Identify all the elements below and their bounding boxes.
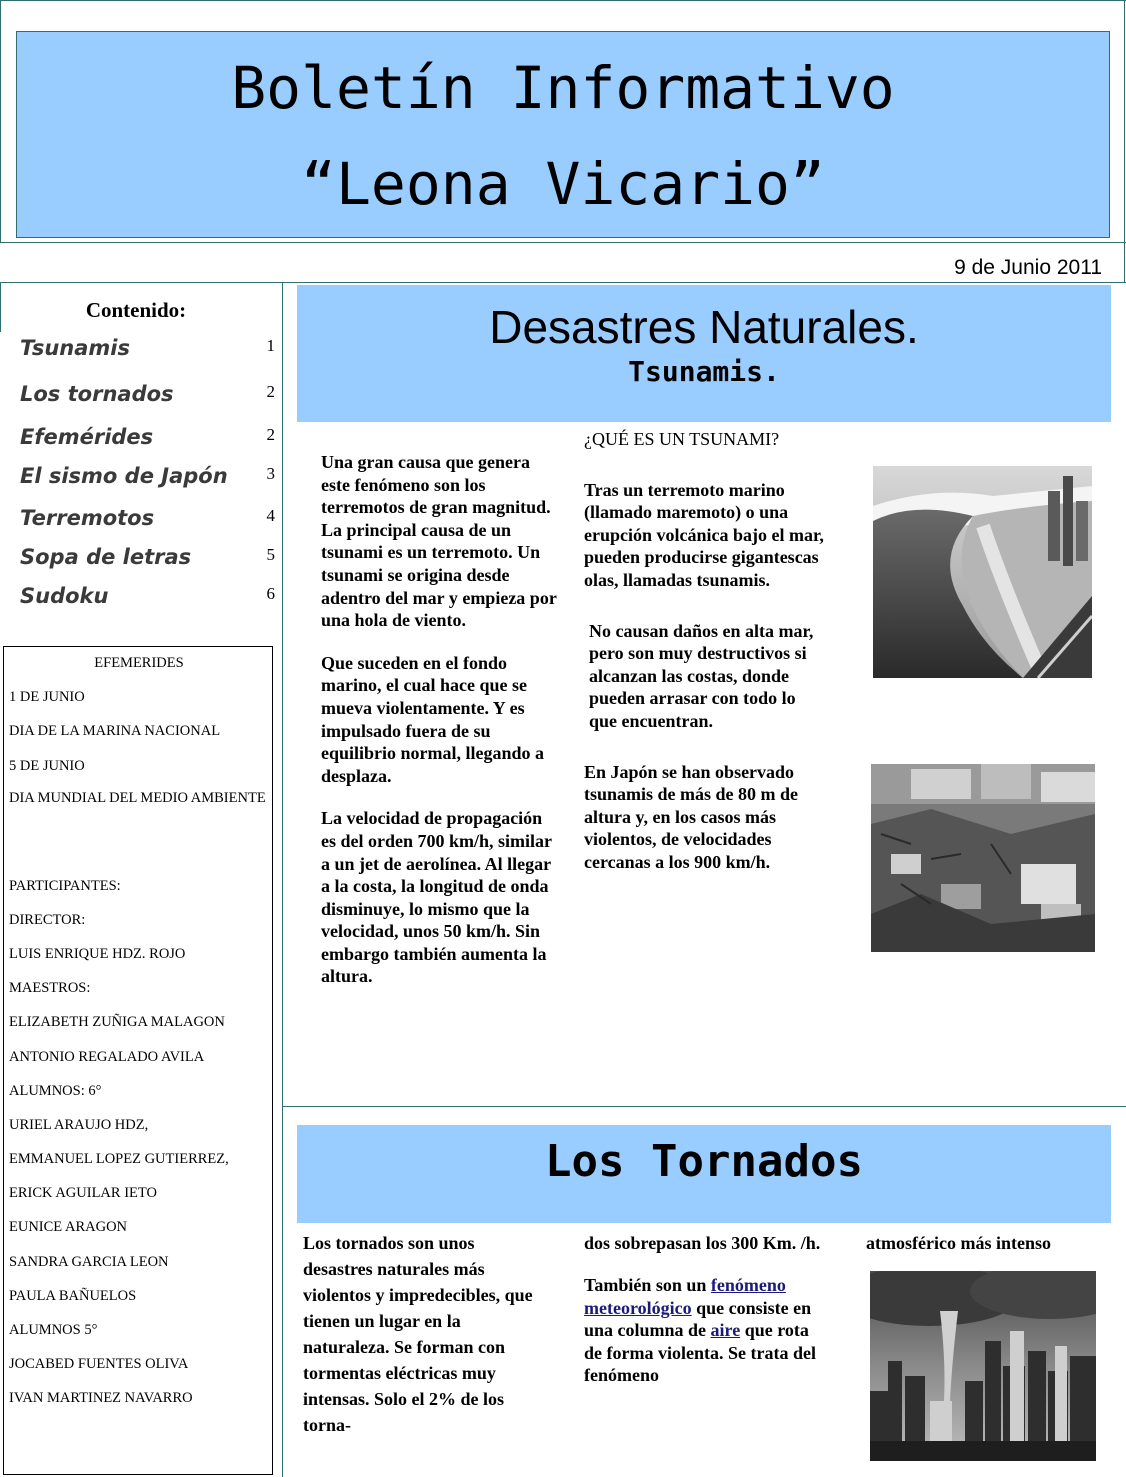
contents-item-sismo-japon[interactable]: [20, 464, 275, 488]
paragraph: Que suceden en el fondo marino, el cual hace que se mueva violentamente. Y es impulsado fuera de su equilibrio normal, llegando a desplaza.: [321, 652, 545, 786]
tsunami-column-2: [584, 428, 824, 874]
tornado-column-2: [584, 1230, 829, 1387]
efemerides-line: 5 DE JUNIO: [9, 758, 85, 774]
paragraph: No causan daños en alta mar, pero son muy destructivos si alcanzan las costas, donde pueden arrasar con todo lo que encuentran.: [589, 620, 814, 731]
contents-item-label: Sopa de letras: [20, 545, 192, 569]
contents-item-label: El sismo de Japón: [20, 464, 228, 488]
contents-item-terremotos[interactable]: [20, 506, 275, 530]
meteorological-phenomenon-link[interactable]: fenómeno meteorológico: [584, 1275, 786, 1318]
column-heading: ¿QUÉ ES UN TSUNAMI?: [584, 429, 780, 449]
tsunami-wave-photo: [873, 466, 1092, 678]
tsunami-damage-photo: [871, 764, 1095, 952]
efemerides-line: ALUMNOS 5°: [9, 1322, 98, 1338]
contents-item-label: Los tornados: [20, 382, 174, 406]
issue-date: 9 de Junio 2011: [954, 256, 1102, 279]
efemerides-line: JOCABED FUENTES OLIVA: [9, 1356, 189, 1372]
paragraph-text: que rota de forma violenta. Se trata del fenómeno: [584, 1320, 816, 1385]
section-subtitle: Tsunamis.: [628, 355, 780, 388]
paragraph: Tras un terremoto marino (llamado maremoto) o una erupción volcánica bajo el mar, pueden producirse gigantescas olas, llamadas tsunamis.: [584, 479, 824, 590]
efemerides-line: ALUMNOS: 6°: [9, 1083, 102, 1099]
contents-item-sopa-letras[interactable]: [20, 545, 275, 569]
masthead: [16, 31, 1110, 238]
section-title: Los Tornados: [545, 1136, 863, 1187]
contents-item-page: 4: [266, 506, 275, 525]
right-border: [1124, 0, 1125, 282]
section-title: Desastres Naturales.: [489, 301, 919, 353]
paragraph: Los tornados son unos desastres naturales más violentos y impredecibles, que tienen un lugar en la naturaleza. Se forman con tormentas eléctricas muy intensas. Solo el 2% de los torna-: [303, 1233, 533, 1435]
air-link[interactable]: aire: [710, 1320, 741, 1340]
contents-item-tsunamis[interactable]: [20, 336, 275, 360]
section-banner-desastres: [297, 285, 1111, 422]
efemerides-line: IVAN MARTINEZ NAVARRO: [9, 1390, 193, 1406]
contents-item-page: 2: [266, 382, 275, 401]
contents-item-page: 6: [266, 584, 275, 603]
efemerides-line: ANTONIO REGALADO AVILA: [9, 1049, 205, 1065]
efemerides-line: PARTICIPANTES:: [9, 878, 121, 894]
contents-item-page: 3: [266, 464, 275, 483]
section-divider: [282, 1106, 1126, 1107]
efemerides-line: DIA DE LA MARINA NACIONAL: [9, 723, 221, 739]
tornado-column-3: [866, 1230, 1111, 1256]
contents-item-label: Sudoku: [20, 584, 109, 608]
masthead-divider: [0, 242, 1126, 243]
contents-item-page: 2: [266, 425, 275, 444]
contents-item-efemerides[interactable]: [20, 425, 275, 449]
paragraph: dos sobrepasan los 300 Km. /h.: [584, 1233, 821, 1253]
efemerides-box: [3, 646, 273, 1475]
efemerides-line: 1 DE JUNIO: [9, 689, 85, 705]
left-border: [0, 0, 1, 242]
tsunami-column-1: [321, 451, 561, 988]
paragraph-text: que consiste en una columna de: [584, 1297, 812, 1340]
efemerides-line: PAULA BAÑUELOS: [9, 1288, 137, 1304]
efemerides-line: DIRECTOR:: [9, 912, 86, 928]
contents-item-label: Tsunamis: [20, 336, 130, 360]
paragraph-text: También son un: [584, 1275, 707, 1295]
tornado-city-photo: [870, 1271, 1096, 1461]
efemerides-line: ERICK AGUILAR IETO: [9, 1185, 157, 1201]
top-border: [0, 0, 1126, 1]
contents-item-label: Efemérides: [20, 425, 154, 449]
efemerides-line: DIA MUNDIAL DEL MEDIO AMBIENTE: [9, 790, 266, 806]
efemerides-line: ELIZABETH ZUÑIGA MALAGON: [9, 1014, 225, 1030]
paragraph: La velocidad de propagación es del orden 700 km/h, similar a un jet de aerolínea. Al llegar a la costa, la longitud de onda disminuye, lo mismo que la velocidad, unos 50 km/h. Sin embargo también aumenta la altura.: [321, 808, 552, 987]
efemerides-line: URIEL ARAUJO HDZ,: [9, 1117, 149, 1133]
contents-item-page: 5: [266, 545, 275, 564]
contents-title: Contenido:: [85, 298, 187, 322]
efemerides-line: EMMANUEL LOPEZ GUTIERREZ,: [9, 1151, 229, 1167]
efemerides-line: EUNICE ARAGON: [9, 1219, 128, 1235]
masthead-school-name: “Leona Vicario”: [301, 150, 825, 218]
sidebar-divider: [282, 282, 283, 1477]
paragraph: atmosférico más intenso: [866, 1233, 1051, 1253]
contents-item-page: 1: [266, 336, 275, 355]
section-banner-tornados: [297, 1125, 1111, 1223]
tornado-column-1: [303, 1230, 543, 1438]
efemerides-line: SANDRA GARCIA LEON: [9, 1254, 169, 1270]
paragraph: [584, 1274, 829, 1387]
date-divider: [0, 282, 1126, 283]
efemerides-line: MAESTROS:: [9, 980, 91, 996]
paragraph: En Japón se han observado tsunamis de más de 80 m de altura y, en los casos más violentos, de velocidades cercanas a los 900 km/h.: [584, 761, 799, 872]
contents-item-sudoku[interactable]: [20, 584, 275, 608]
efemerides-line: LUIS ENRIQUE HDZ. ROJO: [9, 946, 186, 962]
efemerides-title: EFEMERIDES: [94, 655, 184, 671]
paragraph: Una gran causa que genera este fenómeno son los terremotos de gran magnitud. La principal causa de un tsunami es un terremoto. Un tsunami se origina desde adentro del mar y empieza por una hola de viento.: [321, 452, 557, 631]
contents-item-label: Terremotos: [20, 506, 155, 530]
masthead-title: Boletín Informativo: [231, 54, 895, 122]
contents-item-tornados[interactable]: [20, 382, 275, 406]
